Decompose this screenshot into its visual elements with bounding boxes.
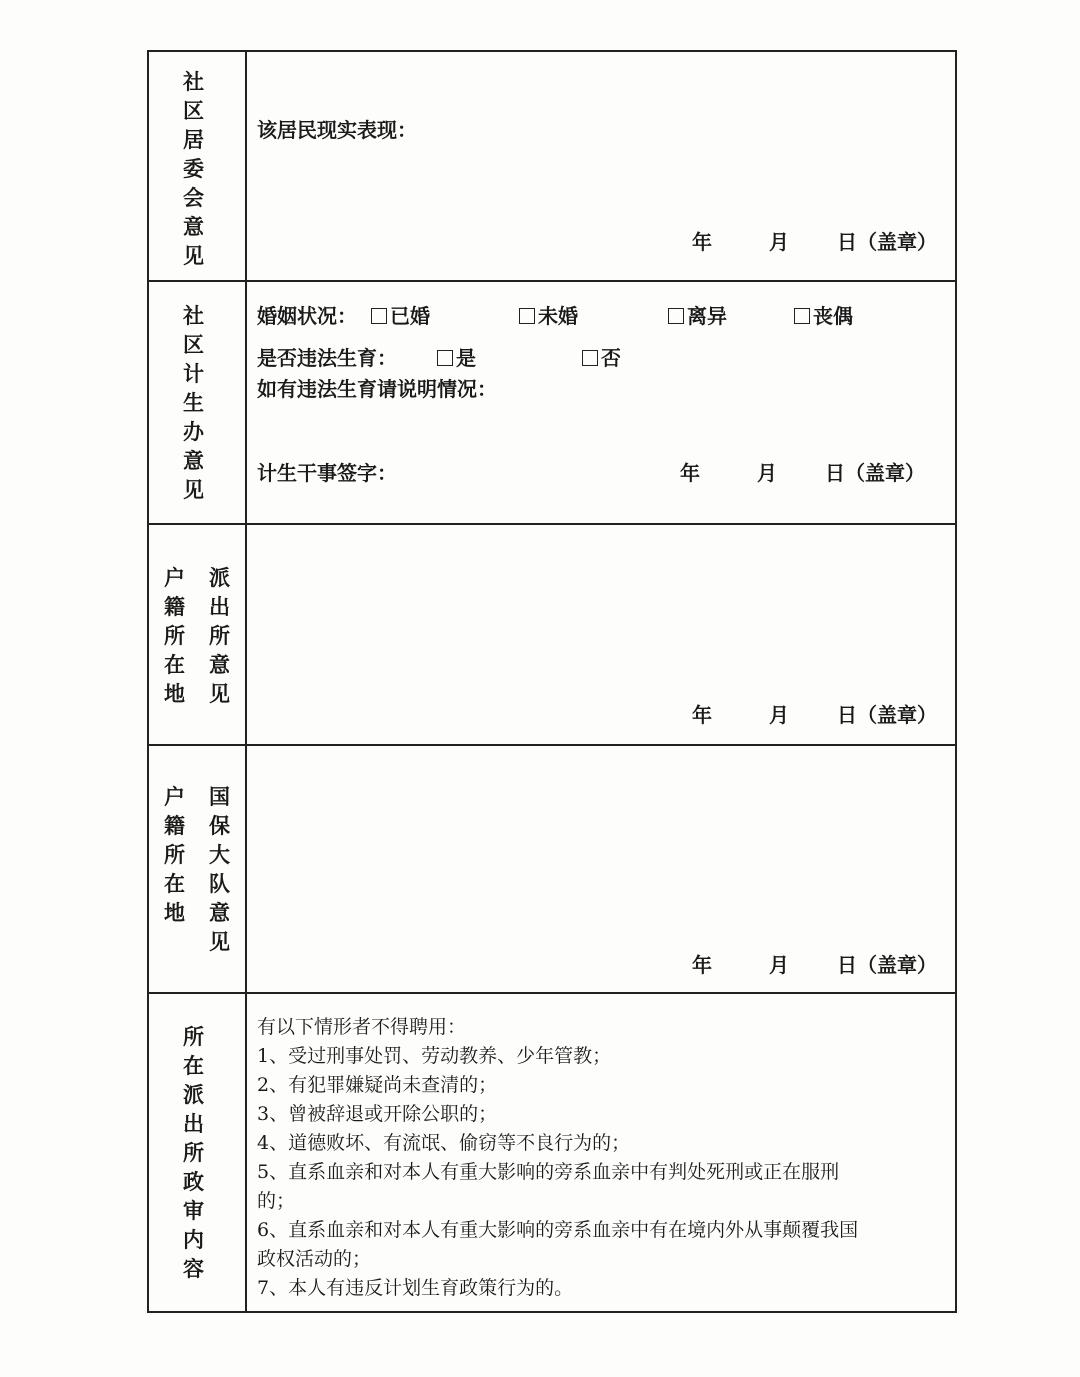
label-cell bbox=[149, 52, 247, 280]
marital-status-label: 婚姻状况： bbox=[257, 304, 357, 328]
criteria-line: 5、直系血亲和对本人有重大影响的旁系血亲中有判处死刑或正在服刑 bbox=[257, 1161, 840, 1183]
row-label: 所 在 派 出 所 政 审 内 容 bbox=[183, 1025, 204, 1281]
row-label: 社 区 计 生 办 意 见 bbox=[183, 304, 204, 502]
checkbox-square-icon bbox=[582, 350, 598, 366]
label-cell bbox=[149, 525, 247, 744]
row-family-planning bbox=[147, 282, 957, 525]
opinion-area[interactable]: 该居民现实表现： 年 月 日（盖章） bbox=[247, 52, 955, 280]
illegal-birth-label: 是否违法生育： bbox=[257, 346, 397, 370]
signature-label: 计生干事签字： bbox=[257, 461, 397, 485]
row-political-review bbox=[147, 994, 957, 1313]
row-national-security bbox=[147, 746, 957, 994]
row-label-left: 户 籍 所 在 地 bbox=[164, 785, 185, 925]
checkbox-square-icon bbox=[519, 308, 535, 324]
checkbox-no[interactable]: 否 bbox=[582, 342, 621, 371]
label-cell bbox=[149, 746, 247, 992]
checkbox-widowed[interactable]: 丧偶 bbox=[794, 300, 853, 329]
label-cell bbox=[149, 282, 247, 523]
row-label-left: 户 籍 所 在 地 bbox=[164, 566, 185, 706]
opinion-area: 婚姻状况： 已婚 未婚 离异 丧偶 是否违法生育： 是 否 如有违法生育请说明情况： 计生干事签字： 年 月 日（盖章） bbox=[247, 282, 955, 523]
criteria-line: 1、受过刑事处罚、劳动教养、少年管教； bbox=[257, 1045, 612, 1067]
residency-performance-label: 该居民现实表现： bbox=[257, 118, 417, 142]
checkbox-square-icon bbox=[668, 308, 684, 324]
row-label: 社 区 居 委 会 意 见 bbox=[183, 70, 204, 268]
checkbox-yes[interactable]: 是 bbox=[437, 342, 476, 371]
checkbox-square-icon bbox=[437, 350, 453, 366]
criteria-line: 2、有犯罪嫌疑尚未查清的； bbox=[257, 1074, 498, 1096]
checkbox-divorced[interactable]: 离异 bbox=[668, 300, 727, 329]
checkbox-married[interactable]: 已婚 bbox=[371, 300, 430, 329]
row-police-station bbox=[147, 525, 957, 746]
checkbox-square-icon bbox=[371, 308, 387, 324]
review-form-table bbox=[147, 50, 957, 1313]
criteria-line: 3、曾被辞退或开除公职的； bbox=[257, 1103, 498, 1125]
opinion-area[interactable]: 年 月 日（盖章） bbox=[692, 703, 937, 727]
criteria-line: 7、本人有违反计划生育政策行为的。 bbox=[257, 1277, 574, 1299]
checkbox-unmarried[interactable]: 未婚 bbox=[519, 300, 578, 329]
criteria-line: 的； bbox=[257, 1190, 296, 1212]
row-label-right: 国 保 大 队 意 见 bbox=[209, 785, 230, 954]
row-community-committee bbox=[147, 50, 957, 282]
checkbox-square-icon bbox=[794, 308, 810, 324]
row-label-right: 派 出 所 意 见 bbox=[209, 566, 230, 706]
review-criteria bbox=[247, 994, 955, 1311]
label-cell bbox=[149, 994, 247, 1311]
criteria-line: 6、直系血亲和对本人有重大影响的旁系血亲中有在境内外从事颠覆我国 bbox=[257, 1219, 859, 1241]
criteria-line: 政权活动的； bbox=[257, 1248, 372, 1270]
illegal-birth-explain-label: 如有违法生育请说明情况： bbox=[257, 377, 497, 401]
criteria-intro: 有以下情形者不得聘用： bbox=[257, 1016, 467, 1038]
opinion-area[interactable]: 年 月 日（盖章） bbox=[692, 953, 937, 977]
criteria-line: 4、道德败坏、有流氓、偷窃等不良行为的； bbox=[257, 1132, 631, 1154]
